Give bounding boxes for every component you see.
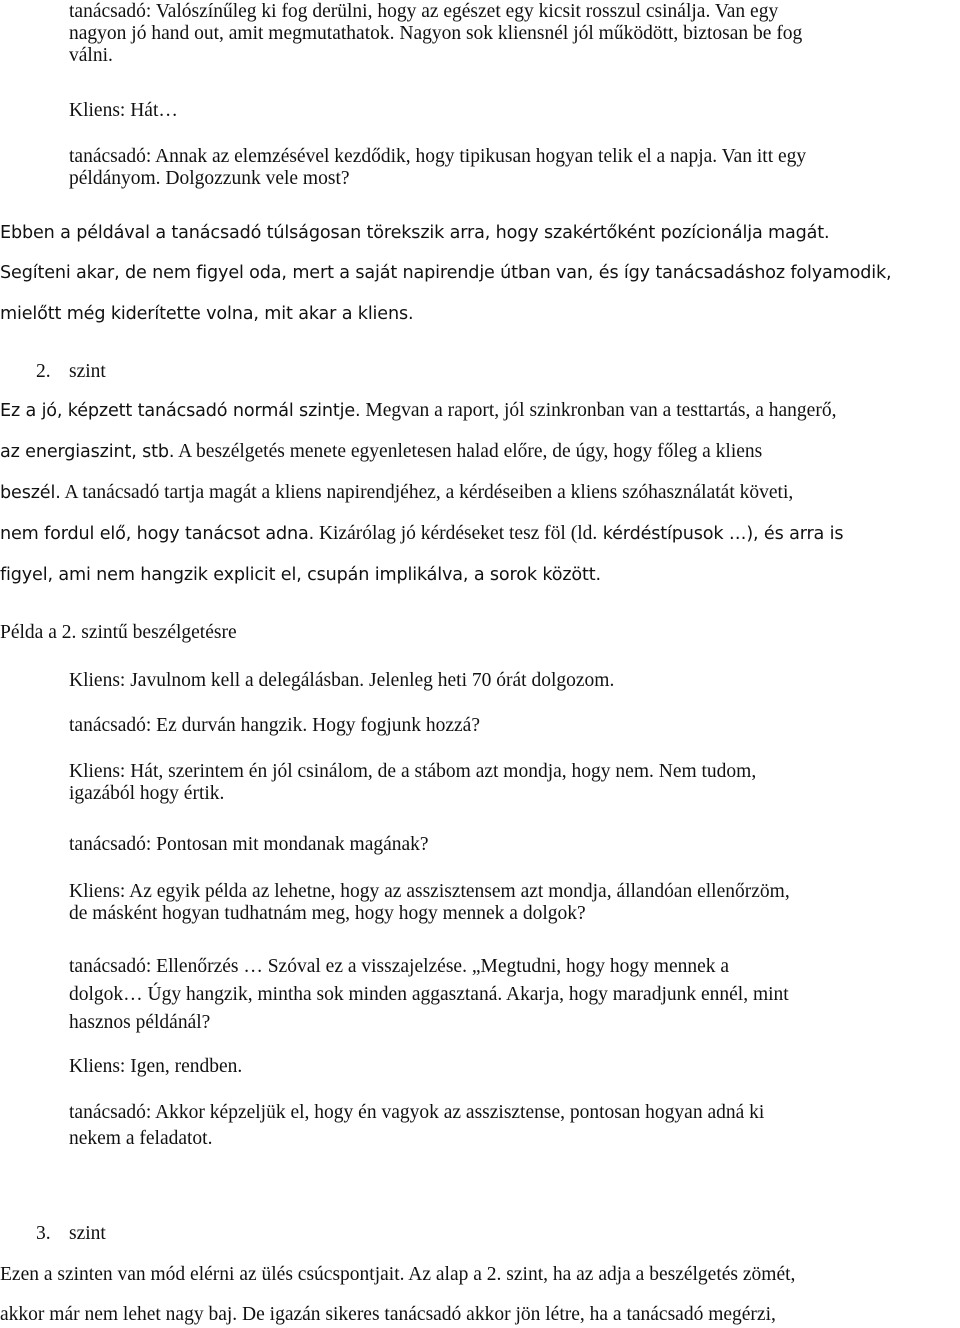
dialogue-line: Kliens: Igen, rendben. (69, 1056, 243, 1077)
text-run: az energiaszint, stb. (0, 442, 175, 462)
level-2-line (0, 400, 836, 422)
text-run: kérdéstípusok …), és arra is (597, 524, 844, 544)
text-run: Ez a jó, képzett tanácsadó normál szintje. (0, 401, 361, 421)
dialogue-turn-client (69, 881, 790, 925)
dialogue-turn-counselor (69, 715, 480, 737)
level-2-line (0, 564, 601, 586)
dialogue-turn-client (69, 100, 178, 122)
dialogue-turn-counselor (69, 956, 789, 1034)
text-run: figyel, ami nem hangzik explicit el, csupán implikálva, a sorok között. (0, 565, 601, 585)
text-run: Kizárólag jó kérdéseket tesz föl (ld. (314, 523, 598, 544)
dialogue-line: Kliens: Hát, szerintem én jól csinálom, de a stábom azt mondja, hogy nem. Nem tudom, (69, 761, 757, 782)
dialogue-line: de másként hogyan tudhatnám meg, hogy hogy mennek a dolgok? (69, 903, 586, 924)
text-run: A beszélgetés menete egyenletesen halad előre, de úgy, hogy főleg a kliens (174, 441, 763, 462)
dialogue-turn-counselor (69, 834, 429, 856)
level-3-line: akkor már nem lehet nagy baj. De igazán sikeres tanácsadó akkor jön létre, ha a tanácsadó megérzi, (0, 1304, 776, 1325)
dialogue-line: tanácsadó: Valószínűleg ki fog derülni, hogy az egészet egy kicsit rosszul csinálja. Van egy (69, 1, 779, 22)
level-2-line (0, 482, 793, 504)
dialogue-line: Kliens: Hát… (69, 100, 178, 121)
dialogue-line: dolgok… Úgy hangzik, mintha sok minden aggasztaná. Akarja, hogy maradjunk ennél, mint (69, 984, 789, 1005)
dialogue-turn-client (69, 761, 756, 805)
dialogue-line: Kliens: Javulnom kell a delegálásban. Jelenleg heti 70 órát dolgozom. (69, 670, 615, 691)
dialogue-line: tanácsadó: Akkor képzeljük el, hogy én vagyok az asszisztense, pontosan hogyan adná ki (69, 1102, 765, 1123)
dialogue-turn-client (69, 670, 614, 692)
dialogue-turn-counselor (69, 1, 802, 67)
level-2-line (0, 441, 762, 463)
commentary-line: Ebben a példával a tanácsadó túlságosan törekszik arra, hogy szakértőként pozícionálja magát. (0, 223, 830, 243)
level-number: 3. (36, 1223, 51, 1244)
dialogue-turn-counselor (69, 1102, 764, 1150)
level-3-line: Ezen a szinten van mód elérni az ülés csúcspontjait. Az alap a 2. szint, ha az adja a beszélgetés zömét, (0, 1264, 796, 1285)
dialogue-line: hasznos példánál? (69, 1012, 211, 1033)
commentary-line: Segíteni akar, de nem figyel oda, mert a saját napirendje útban van, és így tanácsadáshoz folyamodik, (0, 263, 892, 283)
level-3-heading (0, 1223, 300, 1245)
dialogue-line: nekem a feladatot. (69, 1128, 213, 1149)
level-2-heading (0, 361, 300, 383)
level-label: szint (69, 1223, 106, 1244)
dialogue-line: tanácsadó: Ez durván hangzik. Hogy fogjunk hozzá? (69, 715, 480, 736)
commentary-line: mielőtt még kiderítette volna, mit akar a kliens. (0, 304, 414, 324)
text-run: A tanácsadó tartja magát a kliens napirendjéhez, a kérdéseiben a kliens szóhasználatát követi, (60, 482, 794, 503)
dialogue-line: válni. (69, 45, 113, 66)
dialogue-line: nagyon jó hand out, amit megmutathatok. Nagyon sok kliensnél jól működött, biztosan be fog (69, 23, 803, 44)
dialogue-line: példányom. Dolgozzunk vele most? (69, 168, 350, 189)
level-number: 2. (36, 361, 51, 382)
level-2-line (0, 523, 843, 545)
level-label: szint (69, 361, 106, 382)
text-run: beszél. (0, 483, 61, 503)
example-heading: Példa a 2. szintű beszélgetésre (0, 622, 237, 643)
dialogue-line: tanácsadó: Ellenőrzés … Szóval ez a visszajelzése. „Megtudni, hogy hogy mennek a (69, 956, 730, 977)
dialogue-line: tanácsadó: Annak az elemzésével kezdődik, hogy tipikusan hogyan telik el a napja. Van itt egy (69, 146, 807, 167)
dialogue-line: Kliens: Az egyik példa az lehetne, hogy az asszisztensem azt mondja, állandóan ellenőrzöm, (69, 881, 790, 902)
dialogue-turn-counselor (69, 146, 806, 190)
dialogue-line: igazából hogy értik. (69, 783, 225, 804)
dialogue-line: tanácsadó: Pontosan mit mondanak magának? (69, 834, 429, 855)
text-run: Megvan a raport, jól szinkronban van a testtartás, a hangerő, (360, 400, 837, 421)
text-run: nem fordul elő, hogy tanácsot adna. (0, 524, 315, 544)
dialogue-turn-client (69, 1056, 242, 1078)
